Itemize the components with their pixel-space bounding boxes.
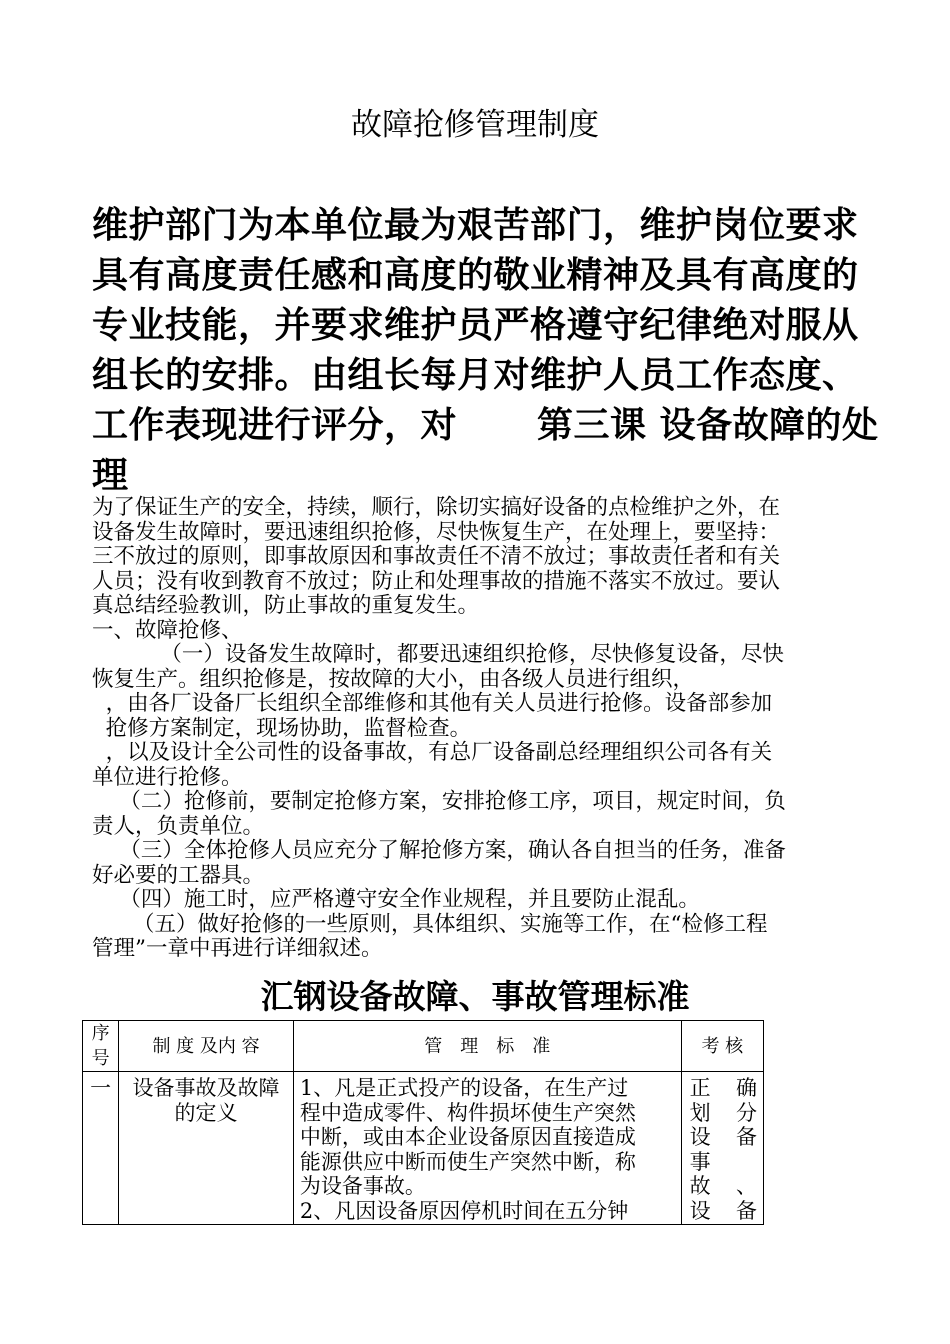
- body-line: 抢修方案制定，现场协助，监督检查。: [92, 715, 472, 741]
- table-row: [83, 1072, 764, 1225]
- standard-line: 中断，或由本企业设备原因直接造成: [299, 1125, 636, 1149]
- body-line: 好必要的工器具。: [92, 862, 265, 888]
- check-line: 划 分: [689, 1100, 757, 1125]
- body-line: （五）做好抢修的一些原则，具体组织、实施等工作，在“检修工程: [92, 911, 768, 937]
- check-line: 设 备: [689, 1198, 757, 1223]
- body-line: 单位进行抢修。: [92, 764, 243, 790]
- body-line: （二）抢修前，要制定抢修方案，安排抢修工序，项目，规定时间，负: [92, 789, 786, 814]
- standard-line: 1、凡是正式投产的设备，在生产过: [299, 1076, 629, 1100]
- standard-line: 2、凡因设备原因停机时间在五分钟: [299, 1198, 629, 1223]
- body-line: （三）全体抢修人员应充分了解抢修方案，确认各自担当的任务，准备: [92, 838, 786, 863]
- intro-line-left: 工作表现进行评分，对: [92, 404, 458, 446]
- intro-line: 具有高度责任感和高度的敬业精神及具有高度的: [92, 254, 859, 296]
- body-line: 设备发生故障时，要迅速组织抢修，尽快恢复生产，在处理上，要坚持：: [92, 519, 781, 545]
- body-line: 人员；没有收到教育不放过；防止和处理事故的措施不落实不放过。要认: [92, 568, 781, 594]
- body-line: ，以及设计全公司性的设备事故，有总厂设备副总经理组织公司各有关: [92, 740, 773, 765]
- lesson-heading: 第三课 设备故障的处: [537, 404, 879, 446]
- standard-table: [82, 1020, 764, 1225]
- standard-line: 为设备事故。: [299, 1174, 426, 1198]
- document-title: 故障抢修管理制度: [351, 107, 599, 143]
- row-number: 一: [83, 1072, 119, 1225]
- body-line: 责人，负责单位。: [92, 813, 265, 839]
- body-text: [92, 496, 862, 962]
- intro-line: 组长的安排。由组长每月对维护人员工作态度、: [92, 354, 859, 396]
- standard-line: 能源供应中断而使生产突然中断，称: [299, 1149, 636, 1174]
- header-check: 考 核: [681, 1021, 763, 1072]
- header-no: 序 号: [83, 1021, 119, 1072]
- body-line: 管理”一章中再进行详细叙述。: [92, 936, 383, 961]
- intro-line: 专业技能，并要求维护员严格遵守纪律绝对服从: [92, 304, 859, 346]
- body-line: 恢复生产。组织抢修是，按故障的大小，由各级人员进行组织，: [92, 666, 695, 692]
- body-line: 三不放过的原则，即事故原因和事故责任不清不放过；事故责任者和有关: [92, 544, 781, 569]
- row-standard: [293, 1072, 681, 1225]
- header-item: 制 度 及内 容: [119, 1021, 294, 1072]
- intro-paragraph: [92, 200, 879, 500]
- row-item: 设备事故及故障的定义: [119, 1072, 294, 1225]
- body-line: ，由各厂设备厂长组织全部维修和其他有关人员进行抢修。设备部参加: [92, 691, 773, 716]
- row-check: [681, 1072, 763, 1225]
- table-header-row: [83, 1021, 764, 1072]
- body-line: （一）设备发生故障时，都要迅速组织抢修，尽快修复设备，尽快: [92, 642, 784, 667]
- check-line: 事: [689, 1149, 711, 1174]
- intro-line: [92, 400, 879, 450]
- section-heading: 一、故障抢修、: [92, 617, 243, 643]
- intro-line: 维护部门为本单位最为艰苦部门，维护岗位要求: [92, 204, 859, 246]
- standard-line: 程中造成零件、构件损坏使生产突然: [299, 1100, 636, 1125]
- body-line: 为了保证生产的安全，持续，顺行，除切实搞好设备的点检维护之外，在: [92, 495, 781, 520]
- header-standard: 管 理 标 准: [293, 1021, 681, 1072]
- check-line: 故 、: [689, 1174, 757, 1198]
- body-line: （四）施工时，应严格遵守安全作业规程，并且要防止混乱。: [92, 887, 700, 912]
- check-line: 设 备: [689, 1125, 757, 1149]
- body-line: 真总结经验教训，防止事故的重复发生。: [92, 593, 480, 618]
- check-line: 正 确: [689, 1076, 757, 1100]
- standard-title: 汇钢设备故障、事故管理标准: [260, 977, 690, 1016]
- intro-line: 理: [92, 454, 129, 496]
